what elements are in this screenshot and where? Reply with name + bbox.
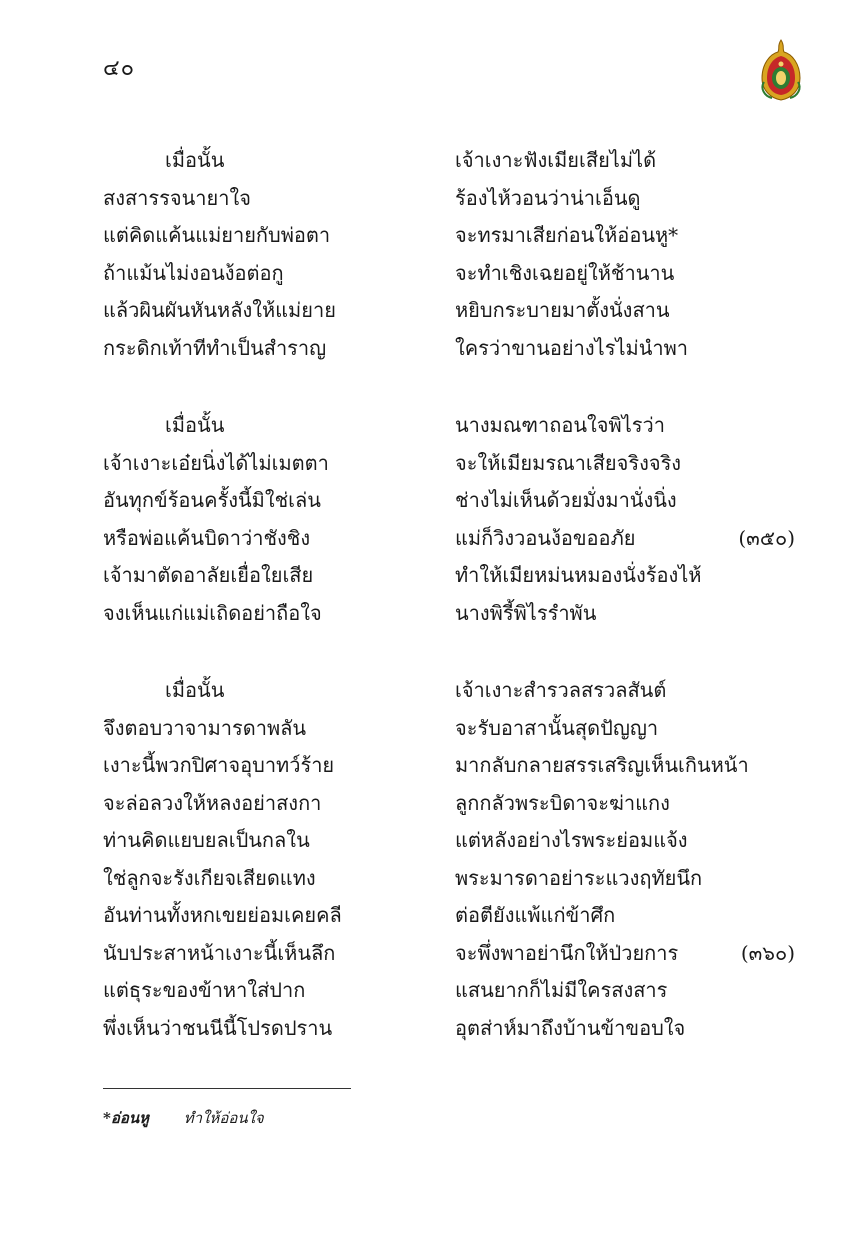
stanza-gap — [103, 632, 393, 672]
verse-line — [103, 255, 393, 293]
verse-text: จึงตอบวาจามารดาพลัน — [103, 715, 307, 740]
page-number: ๔๐ — [103, 56, 136, 81]
verse-text: อุตส่าห์มาถึงบ้านข้าขอบใจ — [455, 1015, 686, 1040]
verse-text: จงเห็นแก่แม่เถิดอย่าถือใจ — [103, 600, 322, 625]
verse-number: (๓๕๐) — [738, 525, 795, 550]
stanza-gap — [455, 367, 795, 407]
verse-line — [455, 897, 795, 935]
verse-text: เจ้ามาตัดอาลัยเยื่อใยเสีย — [103, 563, 314, 587]
verse-line — [103, 292, 393, 330]
verse-text: ทำให้เมียหม่นหมองนั่งร้องไห้ — [455, 563, 702, 587]
verse-text: ช่างไม่เห็นด้วยมั่งมานั่งนิ่ง — [455, 488, 677, 512]
footnote-term: *อ่อนหู — [103, 1109, 150, 1127]
verse-text: พึ่งเห็นว่าชนนีนี้โปรดปราน — [103, 1015, 333, 1040]
stanza-heading — [103, 142, 393, 180]
verse-text: แม่ก็วิงวอนง้อขออภัย — [455, 525, 636, 550]
verse-line — [103, 180, 393, 218]
verse-text: อันทุกข์ร้อนครั้งนี้มิใช่เล่น — [103, 488, 321, 512]
verse-text: ใครว่าขานอย่างไรไม่นำพา — [455, 335, 689, 360]
verse-text: ใช่ลูกจะรังเกียจเสียดแทง — [103, 865, 316, 890]
stanza-heading — [103, 672, 393, 710]
verse-line — [103, 710, 393, 748]
verse-number: (๓๖๐) — [740, 940, 795, 965]
verse-text: ลูกกลัวพระบิดาจะฆ่าแกง — [455, 790, 670, 815]
verse-line — [103, 1010, 393, 1048]
verse-line — [455, 445, 795, 483]
verse-line — [103, 445, 393, 483]
verse-line — [455, 860, 795, 898]
footnote-gloss: ทำให้อ่อนใจ — [183, 1109, 264, 1127]
verse-line — [455, 747, 795, 785]
verse-line — [103, 897, 393, 935]
verse-line — [455, 180, 795, 218]
verse-line — [455, 330, 795, 368]
royal-crest-emblem-icon — [758, 38, 804, 102]
stanza-gap — [103, 367, 393, 407]
verse-text: เจ้าเงาะสำรวลสรวลสันต์ — [455, 678, 667, 702]
verse-text: อันท่านทั้งหกเขยย่อมเคยคลี — [103, 903, 342, 927]
verse-text: กระดิกเท้าทีทำเป็นสำราญ — [103, 335, 327, 360]
right-verse-column — [455, 142, 795, 1047]
verse-line — [455, 255, 795, 293]
verse-text: ร้องไห้วอนว่าน่าเอ็นดู — [455, 185, 641, 210]
verse-text: นางพิรี้พิไรรำพัน — [455, 600, 597, 625]
verse-line — [455, 520, 795, 558]
verse-line — [455, 292, 795, 330]
verse-line — [103, 482, 393, 520]
verse-line — [103, 557, 393, 595]
verse-text: หรือพ่อแค้นบิดาว่าชังชิง — [103, 525, 311, 550]
verse-text: เจ้าเงาะฟังเมียเสียไม่ได้ — [455, 148, 657, 172]
verse-line — [103, 330, 393, 368]
verse-text: หยิบกระบายมาตั้งนั่งสาน — [455, 298, 670, 322]
verse-text: จะล่อลวงให้หลงอย่าสงกา — [103, 790, 322, 815]
verse-text: ถ้าแม้นไม่งอนง้อต่อกู — [103, 260, 284, 285]
verse-text: เมื่อนั้น — [165, 678, 225, 702]
verse-text: แต่คิดแค้นแม่ยายกับพ่อตา — [103, 223, 331, 247]
verse-text: เมื่อนั้น — [165, 148, 225, 172]
verse-line — [103, 747, 393, 785]
verse-text: สงสารรจนายาใจ — [103, 185, 251, 210]
verse-line — [455, 1010, 795, 1048]
verse-text: เจ้าเงาะเอ๋ยนิ่งได้ไม่เมตตา — [103, 450, 329, 475]
verse-text: ท่านคิดแยบยลเป็นกลใน — [103, 828, 310, 852]
verse-text: เงาะนี้พวกปิศาจอุบาทว์ร้าย — [103, 753, 335, 777]
verse-text: แล้วผินผันหันหลังให้แม่ยาย — [103, 298, 336, 322]
verse-line — [455, 407, 795, 445]
verse-text: เมื่อนั้น — [165, 413, 225, 437]
verse-line — [455, 710, 795, 748]
verse-text: พระมารดาอย่าระแวงฤทัยนึก — [455, 865, 703, 890]
verse-text: จะรับอาสานั้นสุดปัญญา — [455, 715, 659, 740]
verse-line — [103, 520, 393, 558]
verse-line — [455, 217, 795, 255]
verse-line — [455, 972, 795, 1010]
verse-line — [103, 860, 393, 898]
footnote — [103, 1106, 264, 1130]
verse-line — [455, 482, 795, 520]
verse-line — [455, 672, 795, 710]
verse-line — [103, 822, 393, 860]
verse-line — [103, 935, 393, 973]
verse-line — [455, 142, 795, 180]
footnote-divider — [103, 1088, 351, 1089]
left-verse-column — [103, 142, 393, 1047]
verse-text: นับประสาหน้าเงาะนี้เห็นลึก — [103, 940, 336, 965]
verse-text: นางมณฑาถอนใจพิไรว่า — [455, 413, 665, 437]
verse-text: มากลับกลายสรรเสริญเห็นเกินหน้า — [455, 753, 749, 777]
verse-text: จะให้เมียมรณาเสียจริงจริง — [455, 450, 682, 475]
verse-line — [103, 972, 393, 1010]
verse-text: ต่อตียังแพ้แก่ข้าศึก — [455, 903, 616, 927]
verse-text: จะพึ่งพาอย่านึกให้ป่วยการ — [455, 940, 679, 965]
verse-text: จะทรมาเสียก่อนให้อ่อนหู* — [455, 223, 679, 247]
verse-text: แสนยากก็ไม่มีใครสงสาร — [455, 978, 668, 1002]
verse-text: แต่ธุระของข้าหาใส่ปาก — [103, 978, 306, 1002]
verse-line — [455, 822, 795, 860]
verse-line — [455, 785, 795, 823]
stanza-heading — [103, 407, 393, 445]
verse-line — [455, 595, 795, 633]
stanza-gap — [455, 632, 795, 672]
verse-text: แต่หลังอย่างไรพระย่อมแจ้ง — [455, 828, 688, 852]
verse-line — [103, 785, 393, 823]
verse-text: จะทำเชิงเฉยอยู่ให้ช้านาน — [455, 260, 675, 285]
verse-line — [103, 595, 393, 633]
verse-line — [455, 557, 795, 595]
verse-line — [103, 217, 393, 255]
verse-line — [455, 935, 795, 973]
